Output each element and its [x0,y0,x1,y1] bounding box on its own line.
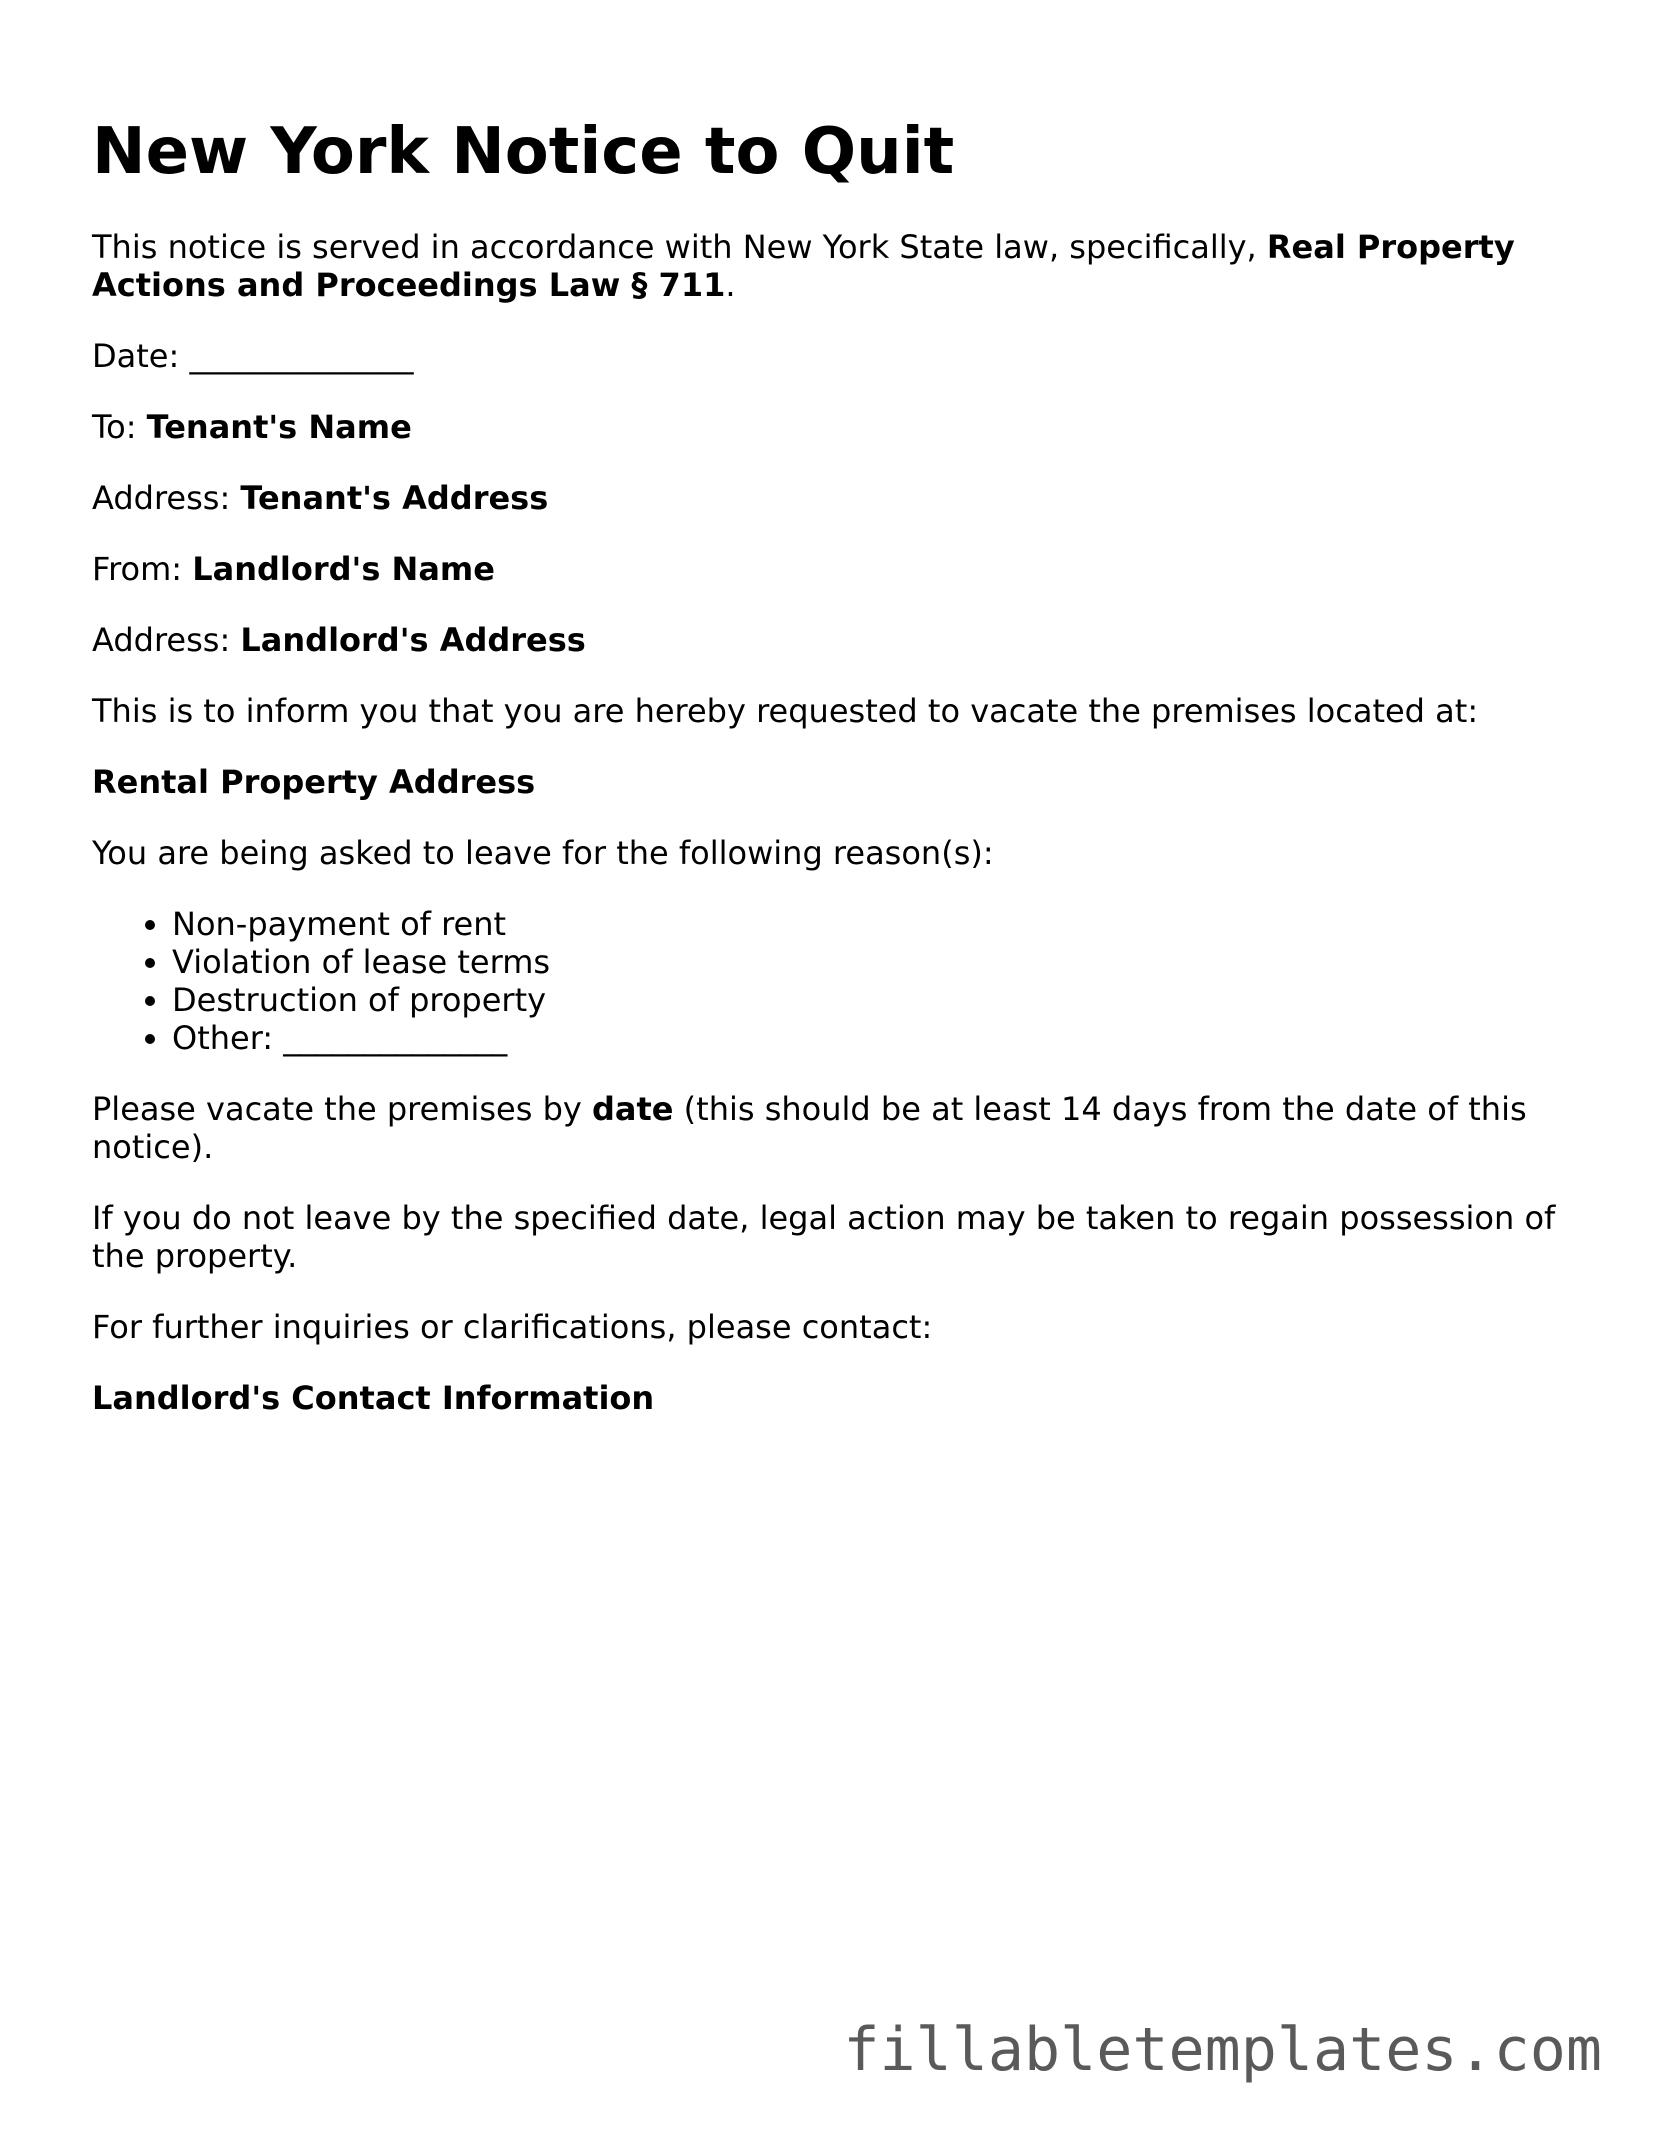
reason-item: • Violation of lease terms [172,943,1592,981]
date-blank: ______________ [189,337,414,375]
landlord-contact-text: Landlord's Contact Information [92,1379,655,1417]
landlord-address-line [92,621,1592,659]
landlord-address: Landlord's Address [240,621,586,659]
intro-text: This notice is served in accordance with New York State law, specifically, [92,228,1267,266]
date-label: Date: [92,337,190,375]
reason-item: • Other: ______________ [172,1019,1592,1057]
intro-end: . [725,266,736,304]
page-title: New York Notice to Quit [92,115,955,189]
intro-paragraph [92,228,1592,304]
reasons-list [92,905,1592,1057]
watermark: fillabletemplates.com [843,2015,1602,2085]
landlord-contact-information [92,1379,1592,1417]
vacate-paragraph [92,1090,1592,1166]
law-reference: Real Property Actions and Proceedings Law § 711 [92,228,1515,304]
to-label: To: [92,408,147,446]
landlord-name: Landlord's Name [192,550,495,588]
to-line [92,408,1592,446]
legal-action-paragraph: If you do not leave by the specified date, legal action may be taken to regain possession of the property. [92,1199,1556,1275]
reasons-intro: You are being asked to leave for the following reason(s): [92,834,994,872]
contact-intro: For further inquiries or clarifications, please contact: [92,1308,933,1346]
rental-property-address-text: Rental Property Address [92,763,536,801]
tenant-address: Tenant's Address [240,479,549,517]
inform-paragraph: This is to inform you that you are hereby requested to vacate the premises located at: [92,692,1479,730]
reason-item: • Non-payment of rent [172,905,1592,943]
tenant-name: Tenant's Name [146,408,412,446]
date-line [92,337,1592,375]
document-page [92,112,1592,1450]
landlord-address-label: Address: [92,621,241,659]
tenant-address-label: Address: [92,479,241,517]
rental-property-address [92,763,1592,801]
from-label: From: [92,550,193,588]
vacate-after: (this should be at least 14 days from the date of this notice). [92,1090,1527,1166]
vacate-date: date [592,1090,674,1128]
reason-item: • Destruction of property [172,981,1592,1019]
vacate-before: Please vacate the premises by [92,1090,592,1128]
from-line [92,550,1592,588]
tenant-address-line [92,479,1592,517]
